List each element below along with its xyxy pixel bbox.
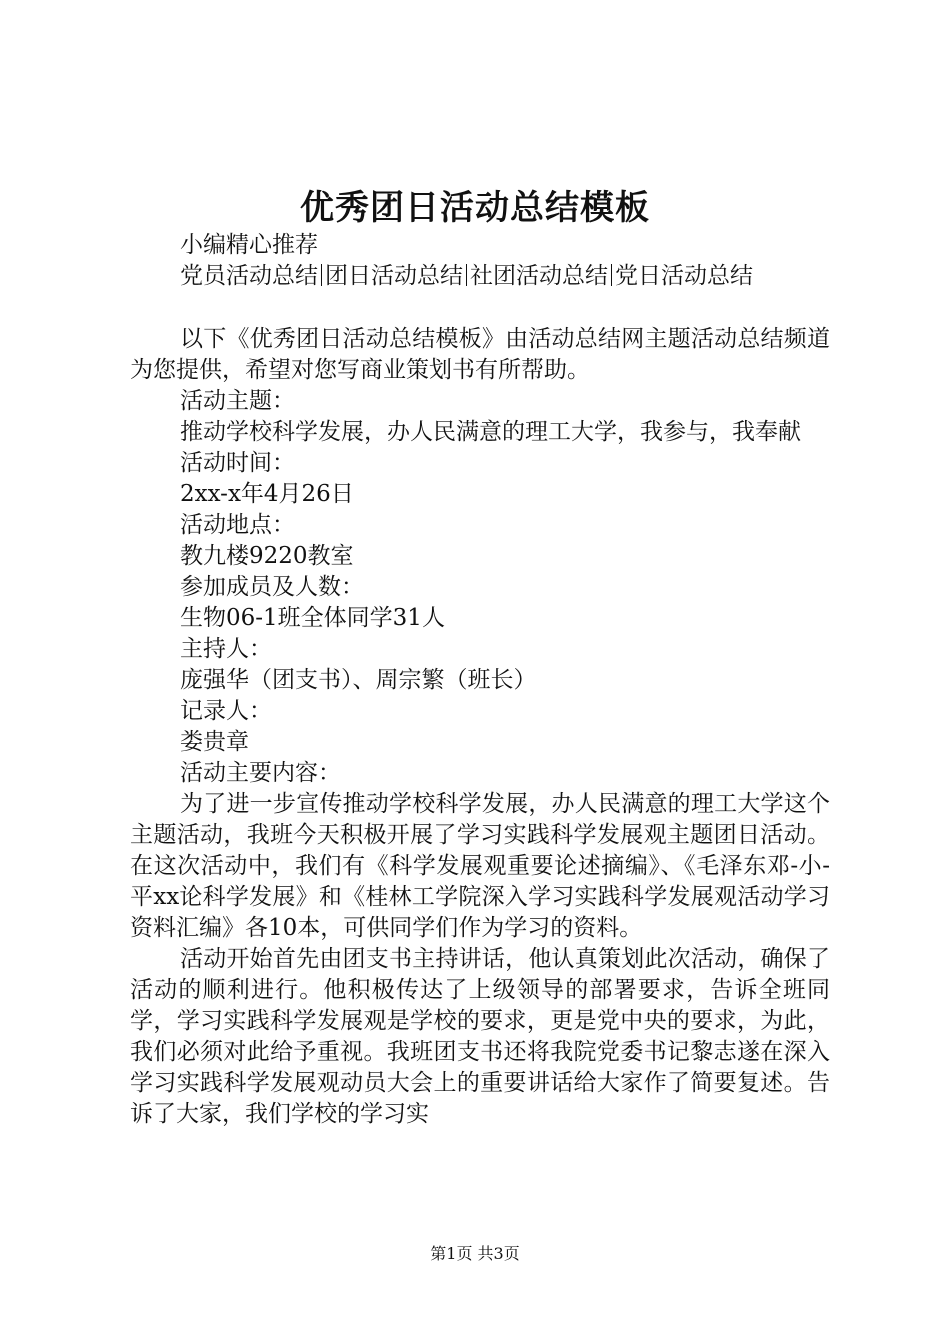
place-text: 教九楼9220教室	[180, 543, 354, 569]
link-league-day-summary[interactable]: 团日活动总结	[325, 263, 463, 289]
link-separator	[321, 264, 322, 286]
content-paragraph-2: 活动开始首先由团支书主持讲话，他认真策划此次活动，确保了活动的顺利进行。他积极传达了上级领导的部署要求，告诉全班同学，学习实践科学发展观是学校的要求，更是党中央的要求，为此，我们必须对此给予重视。我班团支书还将我院党委书记黎志遂在深入学习实践科学发展观动员大会上的重要讲话给大家作了简要复述。告诉了大家，我们学校的学习实	[130, 946, 830, 1127]
recommend-text: 小编精心推荐	[180, 232, 318, 258]
recorder-label: 记录人：	[180, 698, 272, 724]
link-separator	[466, 264, 467, 286]
document-body	[130, 230, 830, 1130]
time-label: 活动时间：	[180, 450, 295, 476]
link-party-member-summary[interactable]: 党员活动总结	[180, 263, 318, 289]
document-title: 优秀团日活动总结模板	[300, 188, 650, 228]
spacer	[130, 292, 830, 324]
time-text: 2xx-x年4月26日	[180, 481, 354, 507]
place-label: 活动地点：	[180, 512, 295, 538]
link-club-summary[interactable]: 社团活动总结	[470, 263, 608, 289]
members-label: 参加成员及人数：	[180, 574, 364, 600]
theme-label: 活动主题：	[180, 388, 295, 414]
host-text: 庞强华（团支书）、周宗繁（班长）	[180, 667, 537, 693]
related-links	[130, 261, 830, 292]
recorder-text: 娄贵章	[180, 729, 249, 755]
content-label: 活动主要内容：	[180, 760, 341, 786]
page-footer: 第1页 共3页	[430, 1244, 520, 1263]
intro-paragraph: 以下《优秀团日活动总结模板》由活动总结网主题活动总结频道为您提供，希望对您写商业策划书有所帮助。	[130, 326, 830, 383]
link-separator	[611, 264, 612, 286]
link-party-day-summary[interactable]: 党日活动总结	[615, 263, 753, 289]
host-label: 主持人：	[180, 636, 272, 662]
content-paragraph-1: 为了进一步宣传推动学校科学发展，办人民满意的理工大学这个主题活动，我班今天积极开展了学习实践科学发展观主题团日活动。在这次活动中，我们有《科学发展观重要论述摘编》、《毛泽东邓-小-平xx论科学发展》和《桂林工学院深入学习实践科学发展观活动学习资料汇编》各10本，可供同学们作为学习的资料。	[130, 791, 830, 941]
members-text: 生物06-1班全体同学31人	[180, 605, 445, 631]
theme-text: 推动学校科学发展，办人民满意的理工大学，我参与，我奉献	[180, 419, 801, 445]
